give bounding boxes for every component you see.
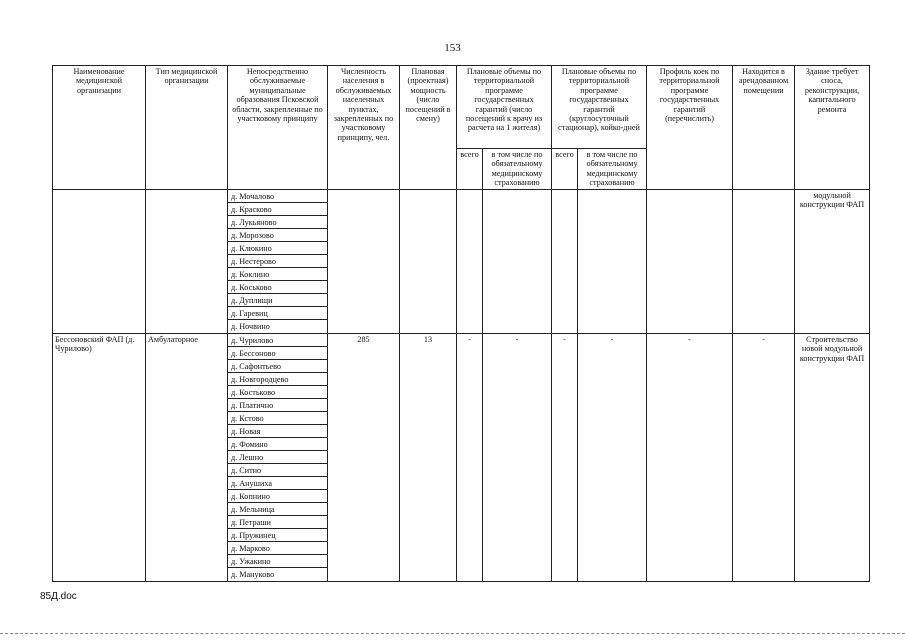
cell-type (146, 190, 228, 334)
village-item: д. Новгородцево (228, 373, 327, 386)
village-item: д. Чурилово (228, 334, 327, 347)
medical-organizations-table (52, 65, 870, 582)
cell-type: Амбулаторное (146, 334, 228, 582)
village-list (228, 190, 328, 334)
village-item: д. Новая (228, 425, 327, 438)
header-inpatient-volumes: Плановые объемы по территориальной программе государственных гарантий (круглосуточный стационар), койко-дней (552, 66, 647, 149)
cell-capacity (400, 190, 457, 334)
cell-bed-profile (647, 190, 733, 334)
village-item: д. Пружинец (228, 529, 327, 542)
header-type: Тип медицинской организации (146, 66, 228, 190)
header-out-total: всего (457, 149, 483, 190)
cell-population (328, 190, 400, 334)
village-item: д. Ситно (228, 464, 327, 477)
page-bottom-rule (0, 633, 905, 634)
village-item: д. Костьково (228, 386, 327, 399)
village-item: д. Ночвино (231, 322, 270, 331)
cell-out-total (457, 190, 483, 334)
cell-bed-profile: - (647, 334, 733, 582)
header-capacity: Плановая (проектная) мощность (число посещений в смену) (400, 66, 457, 190)
village-item: д. Сафонтьево (228, 360, 327, 373)
header-in-oms: в том числе по обязательному медицинскому страхованию (578, 149, 647, 190)
cell-in-oms (578, 190, 647, 334)
cell-rented (733, 190, 795, 334)
page-number: 153 (444, 42, 461, 54)
header-repair: Здание требует сноса, реконструкции, капитального ремонта (795, 66, 870, 190)
header-in-total: всего (552, 149, 578, 190)
village-item: д. Лешно (228, 451, 327, 464)
table-row (53, 190, 870, 334)
cell-capacity: 13 (400, 334, 457, 582)
village-item: д. Кстово (228, 412, 327, 425)
village-item: д. Лукьяново (228, 216, 327, 229)
cell-repair: Строительство новой модульной конструкции ФАП (795, 334, 870, 582)
cell-out-total: - (457, 334, 483, 582)
header-population: Численность населения в обслуживаемых населенных пунктах, закрепленных по участковому принципу, чел. (328, 66, 400, 190)
village-item: д. Мельница (228, 503, 327, 516)
header-name: Наименование медицинской организации (53, 66, 146, 190)
village-item: д. Коклино (228, 268, 327, 281)
village-item: д. Ужакино (228, 555, 327, 568)
village-item: д. Коськово (228, 281, 327, 294)
cell-out-oms: - (483, 334, 552, 582)
header-outpatient-volumes: Плановые объемы по территориальной программе государственных гарантий (число посещений к врачу из расчета на 1 жителя) (457, 66, 552, 149)
cell-out-oms (483, 190, 552, 334)
village-item: д. Платично (228, 399, 327, 412)
village-item: д. Мануково (231, 570, 275, 579)
cell-in-total (552, 190, 578, 334)
village-item: д. Петраши (228, 516, 327, 529)
cell-population: 285 (328, 334, 400, 582)
village-item: д. Нестерово (228, 255, 327, 268)
village-item: д. Дуплищи (228, 294, 327, 307)
village-item: д. Копнино (228, 490, 327, 503)
cell-repair: модульной конструкции ФАП (795, 190, 870, 334)
cell-in-oms: - (578, 334, 647, 582)
cell-rented: - (733, 334, 795, 582)
village-item: д. Марково (228, 542, 327, 555)
village-item: д. Бессоново (228, 347, 327, 360)
village-item: д. Красково (228, 203, 327, 216)
village-item: д. Анушиха (228, 477, 327, 490)
cell-name (53, 190, 146, 334)
header-out-oms: в том числе по обязательному медицинскому страхованию (483, 149, 552, 190)
header-bed-profile: Профиль коек по территориальной программе государственных гарантий (перечислить) (647, 66, 733, 190)
village-list (228, 334, 328, 582)
header-settlements: Непосредственно обслуживаемые муниципальные образования Псковской области, закрепленные по участковому принципу (228, 66, 328, 190)
header-rented: Находится в арендованном помещении (733, 66, 795, 190)
village-item: д. Гаревиц (228, 307, 327, 320)
village-item: д. Мочалово (228, 190, 327, 203)
footer-filename: 85Д.doc (40, 591, 77, 602)
cell-in-total: - (552, 334, 578, 582)
village-item: д. Фомино (228, 438, 327, 451)
village-item: д. Морозово (228, 229, 327, 242)
cell-name: Бессоновский ФАП (д. Чурилово) (53, 334, 146, 582)
village-item: д. Клюкино (228, 242, 327, 255)
table-row (53, 334, 870, 582)
